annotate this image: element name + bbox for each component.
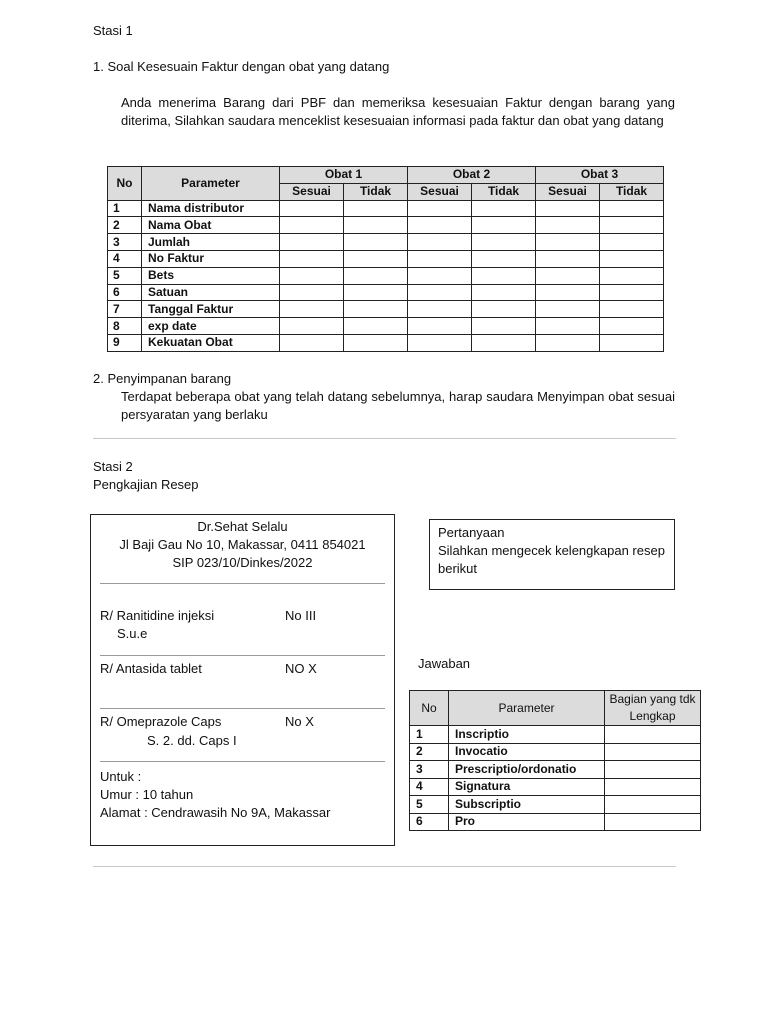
- checklist-cell[interactable]: [280, 318, 344, 335]
- table-row: [108, 334, 664, 351]
- row-parameter: Tanggal Faktur: [142, 301, 280, 318]
- row-no: 5: [410, 796, 449, 814]
- checklist-cell[interactable]: [600, 334, 664, 351]
- checklist-cell[interactable]: [408, 334, 472, 351]
- table-row: [108, 234, 664, 251]
- q1-text: Anda menerima Barang dari PBF dan memeriksa kesesuaian Faktur dengan barang yang diterima, Silahkan saudara menceklist kesesuaian informasi pada faktur dan obat yang datang: [121, 95, 675, 128]
- table-row: [108, 267, 664, 284]
- checklist-cell[interactable]: [600, 234, 664, 251]
- bottom-divider: [93, 866, 676, 867]
- checklist-cell[interactable]: [408, 267, 472, 284]
- tidak-header: Tidak: [600, 183, 664, 200]
- table-row: [108, 318, 664, 335]
- checklist-cell[interactable]: [536, 318, 600, 335]
- row-no: 4: [108, 250, 142, 267]
- prescription-divider: [100, 761, 385, 762]
- checklist-cell[interactable]: [408, 250, 472, 267]
- answer-cell[interactable]: [605, 778, 701, 796]
- checklist-cell[interactable]: [280, 267, 344, 284]
- row-no: 7: [108, 301, 142, 318]
- answer-label: Jawaban: [418, 656, 471, 671]
- doctor-name: Dr.Sehat Selalu: [197, 519, 288, 534]
- row-parameter: Invocatio: [449, 743, 605, 761]
- checklist-cell[interactable]: [536, 267, 600, 284]
- stasi2-subtitle: Pengkajian Resep: [93, 477, 199, 492]
- checklist-cell[interactable]: [536, 217, 600, 234]
- sesuai-header: Sesuai: [536, 183, 600, 200]
- answer-cell[interactable]: [605, 796, 701, 814]
- obat-3-header: Obat 3: [536, 167, 664, 184]
- r3-drug: R/ Omeprazole Caps: [100, 714, 222, 729]
- row-parameter: Pro: [449, 813, 605, 831]
- checklist-cell[interactable]: [472, 250, 536, 267]
- patient-umur: Umur : 10 tahun: [100, 787, 194, 802]
- checklist-cell[interactable]: [536, 200, 600, 217]
- row-parameter: Nama distributor: [142, 200, 280, 217]
- stasi1-title: Stasi 1: [93, 23, 133, 38]
- answer-cell[interactable]: [605, 813, 701, 831]
- row-no: 6: [108, 284, 142, 301]
- checklist-cell[interactable]: [472, 334, 536, 351]
- table-row: [410, 778, 701, 796]
- patient-alamat: Alamat : Cendrawasih No 9A, Makassar: [100, 805, 331, 820]
- checklist-cell[interactable]: [344, 267, 408, 284]
- answer-col-parameter-header: Parameter: [449, 691, 605, 726]
- checklist-cell[interactable]: [472, 234, 536, 251]
- checklist-cell[interactable]: [600, 217, 664, 234]
- checklist-cell[interactable]: [344, 334, 408, 351]
- checklist-cell[interactable]: [472, 284, 536, 301]
- faktur-checklist-table: [107, 166, 664, 352]
- checklist-cell[interactable]: [600, 301, 664, 318]
- checklist-cell[interactable]: [344, 234, 408, 251]
- checklist-cell[interactable]: [344, 318, 408, 335]
- checklist-cell[interactable]: [600, 267, 664, 284]
- question-box: [429, 519, 675, 590]
- row-no: 9: [108, 334, 142, 351]
- checklist-cell[interactable]: [600, 284, 664, 301]
- checklist-cell[interactable]: [472, 217, 536, 234]
- checklist-cell[interactable]: [536, 284, 600, 301]
- col-no-header: No: [108, 167, 142, 201]
- checklist-cell[interactable]: [280, 200, 344, 217]
- answer-cell[interactable]: [605, 761, 701, 779]
- patient-untuk: Untuk :: [100, 769, 142, 784]
- table-row: [108, 250, 664, 267]
- q2-text: Terdapat beberapa obat yang telah datang sebelumnya, harap saudara Menyimpan obat sesuai persyaratan yang berlaku: [121, 389, 675, 422]
- row-no: 5: [108, 267, 142, 284]
- row-parameter: Kekuatan Obat: [142, 334, 280, 351]
- checklist-cell[interactable]: [408, 200, 472, 217]
- table-row: [410, 743, 701, 761]
- checklist-cell[interactable]: [344, 217, 408, 234]
- checklist-cell[interactable]: [280, 284, 344, 301]
- answer-cell[interactable]: [605, 726, 701, 744]
- row-parameter: Bets: [142, 267, 280, 284]
- prescription-divider: [100, 708, 385, 709]
- answer-col-no-header: No: [410, 691, 449, 726]
- row-parameter: Signatura: [449, 778, 605, 796]
- prescription-divider: [100, 583, 385, 584]
- prescription-divider: [100, 655, 385, 656]
- row-no: 2: [410, 743, 449, 761]
- checklist-cell[interactable]: [408, 284, 472, 301]
- checklist-cell[interactable]: [472, 200, 536, 217]
- row-parameter: Inscriptio: [449, 726, 605, 744]
- checklist-cell[interactable]: [408, 318, 472, 335]
- checklist-cell[interactable]: [408, 301, 472, 318]
- table-row: [410, 726, 701, 744]
- row-parameter: Prescriptio/ordonatio: [449, 761, 605, 779]
- section-divider: [93, 438, 676, 439]
- row-no: 6: [410, 813, 449, 831]
- sesuai-header: Sesuai: [280, 183, 344, 200]
- table-row: [410, 813, 701, 831]
- obat-1-header: Obat 1: [280, 167, 408, 184]
- checklist-cell[interactable]: [536, 334, 600, 351]
- row-parameter: exp date: [142, 318, 280, 335]
- stasi2-title: Stasi 2: [93, 459, 133, 474]
- checklist-cell[interactable]: [280, 334, 344, 351]
- table-row: [410, 796, 701, 814]
- question-text: Silahkan mengecek kelengkapan resep berikut: [438, 543, 665, 576]
- checklist-cell[interactable]: [536, 250, 600, 267]
- table-row: [410, 761, 701, 779]
- row-parameter: Satuan: [142, 284, 280, 301]
- r1-signa: S.u.e: [117, 626, 148, 641]
- row-no: 3: [410, 761, 449, 779]
- checklist-cell[interactable]: [472, 301, 536, 318]
- checklist-cell[interactable]: [280, 217, 344, 234]
- obat-2-header: Obat 2: [408, 167, 536, 184]
- col-parameter-header: Parameter: [142, 167, 280, 201]
- table-row: [108, 284, 664, 301]
- row-no: 4: [410, 778, 449, 796]
- checklist-cell[interactable]: [344, 200, 408, 217]
- row-no: 2: [108, 217, 142, 234]
- row-parameter: Nama Obat: [142, 217, 280, 234]
- r3-qty: No X: [285, 714, 314, 729]
- row-no: 1: [410, 726, 449, 744]
- row-parameter: Jumlah: [142, 234, 280, 251]
- table-row: [108, 217, 664, 234]
- r2-qty: NO X: [285, 661, 317, 676]
- checklist-cell[interactable]: [408, 217, 472, 234]
- tidak-header: Tidak: [344, 183, 408, 200]
- checklist-cell[interactable]: [600, 318, 664, 335]
- sesuai-header: Sesuai: [408, 183, 472, 200]
- checklist-cell[interactable]: [600, 250, 664, 267]
- checklist-cell[interactable]: [280, 301, 344, 318]
- q1-heading: 1. Soal Kesesuain Faktur dengan obat yang datang: [93, 59, 390, 74]
- r3-signa: S. 2. dd. Caps I: [147, 733, 237, 748]
- checklist-cell[interactable]: [344, 250, 408, 267]
- checklist-cell[interactable]: [408, 234, 472, 251]
- row-no: 1: [108, 200, 142, 217]
- doctor-sip: SIP 023/10/Dinkes/2022: [172, 555, 313, 570]
- row-no: 8: [108, 318, 142, 335]
- question-title: Pertanyaan: [438, 525, 505, 540]
- checklist-cell[interactable]: [536, 234, 600, 251]
- answer-cell[interactable]: [605, 743, 701, 761]
- doctor-address: Jl Baji Gau No 10, Makassar, 0411 854021: [119, 537, 366, 552]
- checklist-cell[interactable]: [536, 301, 600, 318]
- r1-qty: No III: [285, 608, 317, 623]
- r2-drug: R/ Antasida tablet: [100, 661, 202, 676]
- row-parameter: No Faktur: [142, 250, 280, 267]
- tidak-header: Tidak: [472, 183, 536, 200]
- checklist-cell[interactable]: [280, 234, 344, 251]
- checklist-cell[interactable]: [600, 200, 664, 217]
- checklist-cell[interactable]: [344, 301, 408, 318]
- answer-col-bagian-header: Bagian yang tdk Lengkap: [605, 691, 701, 726]
- row-no: 3: [108, 234, 142, 251]
- answer-table: [409, 690, 701, 831]
- table-row: [108, 301, 664, 318]
- q2-heading: 2. Penyimpanan barang: [93, 371, 232, 386]
- checklist-cell[interactable]: [344, 284, 408, 301]
- checklist-cell[interactable]: [472, 318, 536, 335]
- r1-drug: R/ Ranitidine injeksi: [100, 608, 215, 623]
- checklist-cell[interactable]: [280, 250, 344, 267]
- prescription-box: [90, 514, 395, 846]
- table-row: [108, 200, 664, 217]
- checklist-cell[interactable]: [472, 267, 536, 284]
- row-parameter: Subscriptio: [449, 796, 605, 814]
